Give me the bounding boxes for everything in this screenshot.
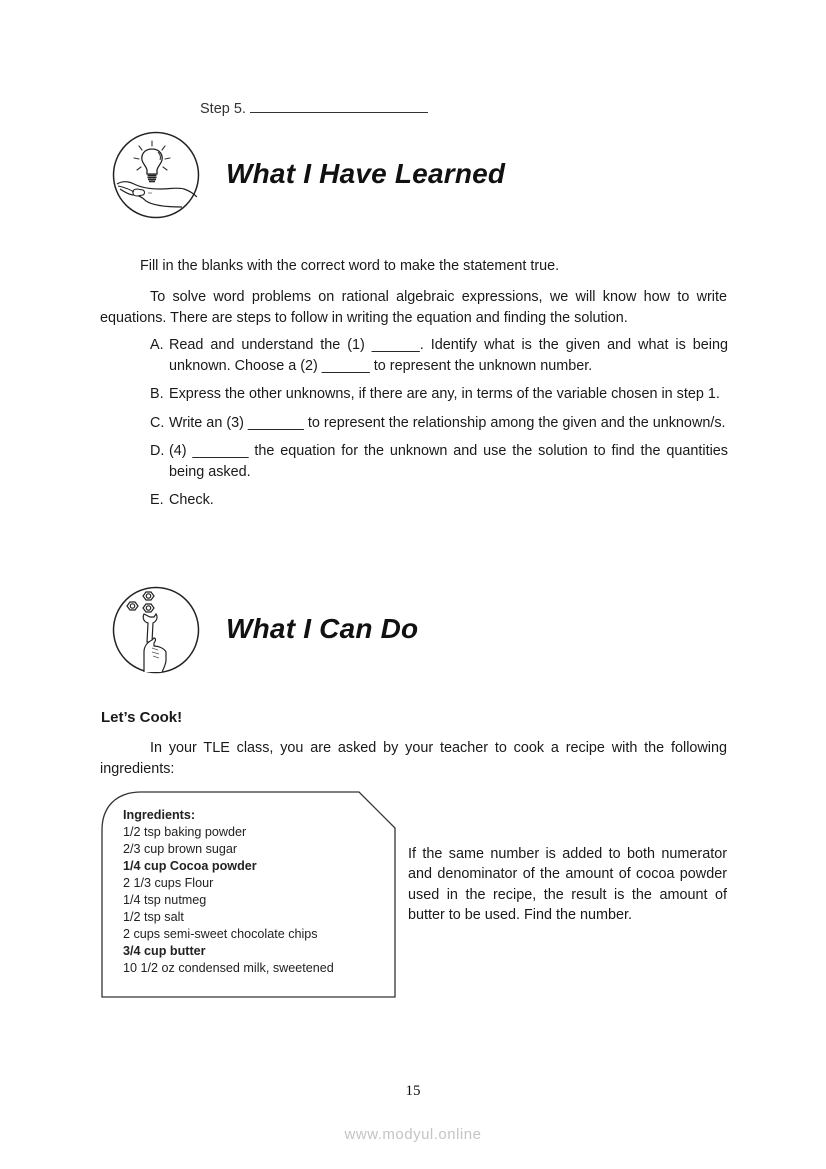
ingredient-item: 1/2 tsp baking powder [123, 825, 247, 839]
lightbulb-hand-icon [112, 131, 200, 219]
intro-paragraph: To solve word problems on rational algebraic expressions, we will know how to write equations. There are steps to follow in writing the equation and finding the solution. [100, 289, 727, 326]
ingredient-item: 2 cups semi-sweet chocolate chips [123, 927, 318, 941]
list-item-letter: A. [150, 337, 164, 353]
problem-statement: If the same number is added to both numerator and denominator of the amount of cocoa powder used in the recipe, the result is the amount of butter to be used. Find the number. [408, 846, 727, 923]
step-5-line [200, 100, 428, 117]
section-title-what-i-have-learned: What I Have Learned [226, 158, 506, 189]
list-item-letter: E. [150, 492, 164, 508]
list-item-letter: C. [150, 414, 165, 431]
list-item [150, 335, 728, 376]
activity-title: Let’s Cook! [101, 709, 183, 726]
activity-intro: In your TLE class, you are asked by your teacher to cook a recipe with the following ingredients: [100, 740, 727, 777]
list-item-letter: B. [150, 386, 164, 402]
list-item-text: Express the other unknowns, if there are any, in terms of the variable chosen in step 1. [169, 386, 720, 402]
step-5-blank [250, 100, 428, 113]
list-item [150, 490, 728, 511]
ingredient-item: 2 1/3 cups Flour [123, 876, 214, 890]
steps-list [150, 335, 728, 519]
section-title-what-i-can-do: What I Can Do [226, 613, 419, 644]
list-item-text: (4) _______ the equation for the unknown and use the solution to find the quantities being asked. [169, 443, 728, 480]
step-5-label: Step 5. [200, 101, 246, 117]
ingredients-list [123, 807, 334, 977]
page-number: 15 [405, 1083, 421, 1099]
ingredient-item-butter: 3/4 cup butter [123, 944, 206, 958]
list-item-letter: D. [150, 443, 165, 459]
list-item [150, 384, 728, 405]
ingredient-item: 1/4 tsp nutmeg [123, 893, 207, 907]
list-item [150, 413, 728, 434]
hand-wrench-nuts-icon [112, 586, 200, 674]
ingredient-item: 10 1/2 oz condensed milk, sweetened [123, 961, 334, 975]
watermark: www.modyul.online [344, 1126, 482, 1143]
list-item-text: Check. [169, 492, 214, 508]
list-item-text: Read and understand the (1) ______. Identify what is the given and what is being unknown. Choose a (2) ______ to represent the unknown number. [169, 337, 728, 374]
ingredient-item: 1/2 tsp salt [123, 910, 184, 924]
instruction-text: Fill in the blanks with the correct word to make the statement true. [140, 258, 560, 274]
list-item [150, 441, 728, 482]
ingredients-title: Ingredients: [123, 808, 196, 822]
ingredient-item: 2/3 cup brown sugar [123, 842, 238, 856]
list-item-text: Write an (3) _______ to represent the relationship among the given and the unknown/s. [169, 414, 726, 431]
ingredient-item-cocoa: 1/4 cup Cocoa powder [123, 859, 257, 873]
ingredients-card [101, 790, 395, 997]
